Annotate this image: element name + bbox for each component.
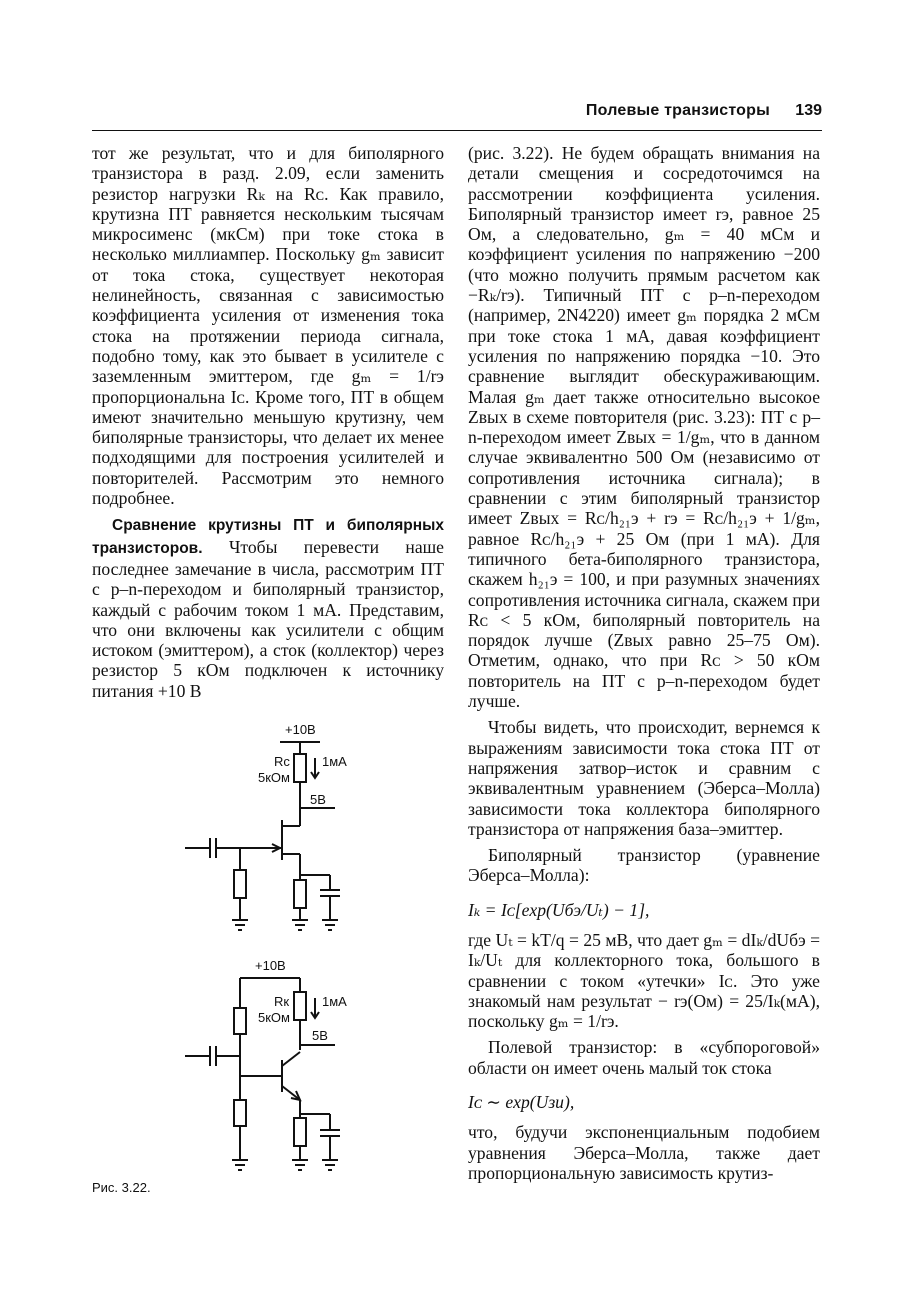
circuit-figure [170, 720, 370, 1240]
paragraph: Чтобы видеть, что происходит, вернемся к выражениям зависимости тока стока ПТ от напряжения затвор–исток и сравним с эквивалентным уравнением (Эберса–Молла) зависимости тока коллектора биполярного транзистора от напряжения база–эмиттер. [468, 717, 820, 839]
supply-label: +10В [285, 722, 316, 737]
resistor-name-label: Rс [274, 754, 290, 769]
paragraph: (рис. 3.22). Не будем обращать внимания на детали смещения и сосредоточимся на рассмотрении коэффициента усиления. Биполярный транзистор имеет rэ, равное 25 Ом, а следовательно, gₘ = 40 мСм и коэффициент усиления по напряжению −200 (что можно получить прямым расчетом как −Rₖ/rэ). Типичный ПТ с p–n-переходом (например, 2N4220) имеет gₘ порядка 2 мСм при токе стока 1 мА, давая коэффициент усиления по напряжению порядка −10. Это сравнение выглядит обескураживающим. Малая gₘ дает также относительно высокое Zвых в схеме повторителя (рис. 3.23): ПТ с p–n-переходом имеет Zвых = 1/gₘ, что в данном случае эквивалентно 500 Ом (независимо от сопротивления источника сигнала); в сравнении с этим биполярный транзистор имеет Zвых = Rᴄ/h₂₁э + rэ = Rᴄ/h₂₁э + 1/gₘ, равное Rᴄ/h₂₁э + 25 Ом (при 1 мА). Для типичного бета-биполярного транзистора, скажем h₂₁э = 100, и при разумных значениях сопротивления источника сигнала, скажем при Rᴄ < 5 кОм, биполярный повторитель на порядок лучше (Zвых равно 25–75 Ом). Отметим, однако, что при Rᴄ > 50 кОм повторитель на ПТ с p–n-переходом будет лучше. [468, 143, 820, 712]
resistor-value-label: 5кОм [258, 770, 290, 785]
equation: Iᴄ ∼ exp(Uзи), [468, 1092, 575, 1113]
circuit-diagrams [170, 720, 370, 1180]
right-column [468, 143, 820, 1183]
source-resistor [294, 880, 306, 908]
paragraph: что, будучи экспоненциальным подобием уравнения Эберса–Молла, также дает пропорциональную зависимость крутиз- [468, 1122, 820, 1183]
paragraph: Полевой транзистор: в «субпороговой» области он имеет очень малый ток стока [468, 1037, 820, 1078]
resistor-name-label: Rк [274, 994, 290, 1009]
supply-label: +10В [255, 958, 286, 973]
paragraph-text: Чтобы перевести наше последнее замечание в числа, рассмотрим ПТ с p–n-переходом и биполярный транзистор, каждый с рабочим током 1 мА. Представим, что они включены как усилители с общим истоком (эмиттером), а сток (коллектор) через резистор 5 кОм подключен к источнику питания +10 В [92, 536, 444, 701]
resistor-value-label: 5кОм [258, 1010, 290, 1025]
collector-lead [282, 1052, 300, 1066]
figure-caption: Рис. 3.22. [92, 1180, 151, 1195]
fet-labels [258, 722, 347, 807]
current-label: 1мА [322, 754, 347, 769]
paragraph-heading: Сравнение крутизны ПТ и биполярных транзисторов. [92, 517, 444, 557]
current-label: 1мА [322, 994, 347, 1009]
paragraph: где Uₜ = kT/q = 25 мВ, что дает gₘ = dIₖ/dUбэ = Iₖ/Uₜ для коллекторного тока, большого в сравнении с током «утечки» Iᴄ. Это уже знакомый нам результат − rэ(Ом) = 25/Iₖ(мА), поскольку gₘ = 1/rэ. [468, 929, 820, 1032]
gate-resistor [234, 870, 246, 898]
collector-resistor [294, 992, 306, 1020]
paragraph: Биполярный транзистор (уравнение Эберса–Молла): [468, 845, 820, 886]
bias-resistor-top [234, 1008, 246, 1034]
paragraph: тот же результат, что и для биполярного транзистора в разд. 2.09, если заменить резистор нагрузки Rₖ на Rᴄ. Как правило, крутизна ПТ равняется нескольким тысячам микросименс (мкСм) при токе стока в несколько миллиампер. Поскольку gₘ зависит от тока стока, существует некоторая нелинейность, связанная с зависимостью коэффициента усиления от изменения тока стока на протяжении периода сигнала, подобно тому, как это бывает в усилителе с заземленным эмиттером, где gₘ = 1/rэ пропорциональна Iᴄ. Кроме того, ПТ в общем имеют значительно меньшую крутизну, чем биполярные транзисторы, что делает их менее подходящими для построения усилителей и повторителей. Рассмотрим это немного подробнее. [92, 143, 444, 509]
page-number: 139 [795, 102, 822, 119]
section-title: Полевые транзисторы [585, 102, 770, 119]
bias-resistor-bottom [234, 1100, 246, 1126]
bjt-labels [255, 958, 347, 1043]
paragraph [92, 514, 444, 701]
left-column [92, 143, 444, 701]
bjt-amplifier-schematic [185, 978, 340, 1170]
output-voltage-label: 5В [312, 1028, 328, 1043]
emitter-resistor [294, 1118, 306, 1146]
equation: Iₖ = Iᴄ[exp(Uбэ/Uₜ) − 1], [468, 899, 650, 920]
drain-resistor [294, 754, 306, 782]
output-voltage-label: 5В [310, 792, 326, 807]
running-header [92, 100, 822, 131]
